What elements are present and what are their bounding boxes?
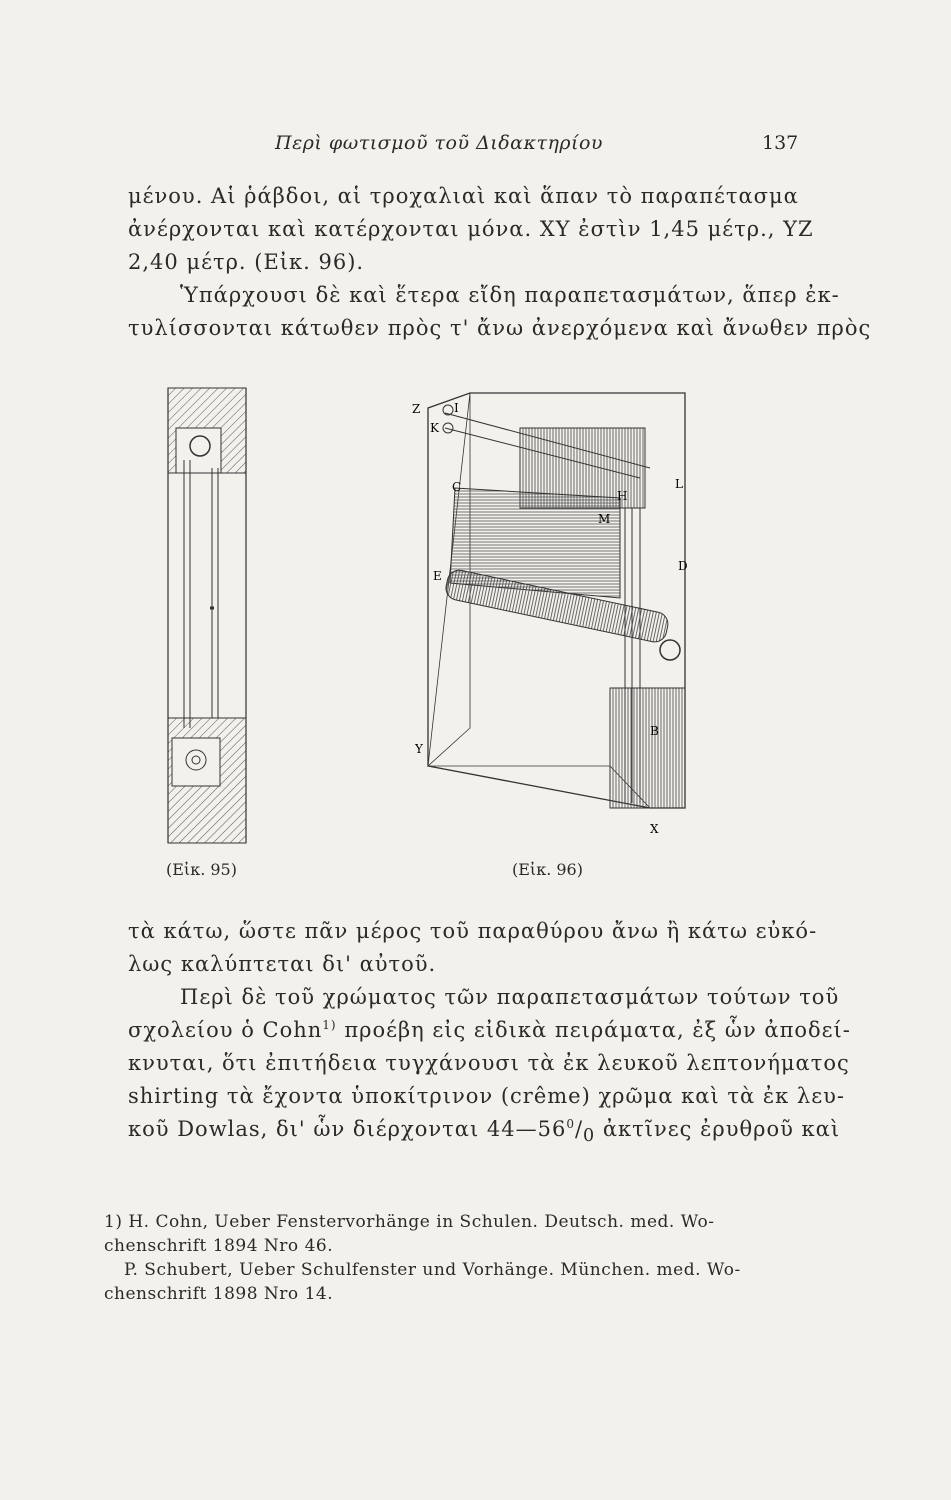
fig96-label-k: K <box>430 421 439 435</box>
text-line: Περὶ δὲ τοῦ χρώματος τῶν παραπετασμάτων τούτων τοῦ <box>180 985 840 1009</box>
footnote-line: chenschrift 1898 Nro 14. <box>104 1284 334 1304</box>
footnote-line: P. Schubert, Ueber Schulfenster und Vorhänge. München. med. Wo- <box>124 1260 741 1280</box>
text-line: λως καλύπτεται δι' αὐτοῦ. <box>128 952 437 976</box>
fig96-label-d: D <box>678 559 688 573</box>
text-fragment: σχολείου ὁ Cohn <box>128 1018 323 1042</box>
text-line: τὰ κάτω, ὥστε πᾶν μέρος τοῦ παραθύρου ἄνω ἢ κάτω εὐκό- <box>128 919 818 943</box>
text-line: Ὑπάρχουσι δὲ καὶ ἕτερα εἴδη παραπετασμάτων, ἅπερ ἐκ- <box>180 283 840 307</box>
text-line: shirting τὰ ἔχοντα ὑποκίτρινον (crême) χρῶμα καὶ τὰ ἐκ λευ- <box>128 1084 845 1108</box>
text-line: μένου. Αἱ ῥάβδοι, αἱ τροχαλιαὶ καὶ ἅπαν τὸ παραπέτασμα <box>128 184 799 208</box>
footnote-line: 1) H. Cohn, Ueber Fenstervorhänge in Schulen. Deutsch. med. Wo- <box>104 1212 715 1232</box>
fig96-label-y: Y <box>415 742 423 756</box>
footnote-marker: 1) <box>322 1018 337 1032</box>
figure-95-caption: (Εἰκ. 95) <box>166 860 237 879</box>
text-line: τυλίσσονται κάτωθεν πρὸς τ' ἄνω ἀνερχόμενα καὶ ἄνωθεν πρὸς <box>128 316 872 340</box>
text-line: κοῦ Dowlas, δι' ὧν διέρχονται $44—56^0/_0$ ἀκτῖνες ἐρυθροῦ καὶ <box>128 1117 841 1147</box>
percent-zero: 0 <box>566 1117 575 1131</box>
fig96-bottom-box <box>610 688 685 808</box>
text-line: 2,40 μέτρ. (Εἰκ. 96). <box>128 250 365 274</box>
text-line <box>128 1014 851 1047</box>
figures <box>150 388 710 848</box>
fig96-label-z: Z <box>412 402 421 416</box>
fig96-label-i: I <box>454 401 459 415</box>
text-fragment: προέβη εἰς εἰδικὰ πειράματα, ἐξ ὧν ἀποδεί- <box>344 1018 851 1042</box>
running-header <box>0 132 951 160</box>
fig95-roller <box>190 436 210 456</box>
footnote-line: chenschrift 1894 Nro 46. <box>104 1236 334 1256</box>
figure-96-drawing <box>412 393 688 836</box>
paragraph-2 <box>128 915 851 1153</box>
figure-illustrations <box>150 388 710 848</box>
text-fragment: ἀκτῖνες ἐρυθροῦ καὶ <box>595 1117 841 1141</box>
fig96-label-x: X <box>650 822 659 836</box>
text-line: κνυται, ὅτι ἐπιτήδεια τυγχάνουσι τὰ ἐκ λευκοῦ λεπτονήματος <box>128 1051 850 1075</box>
fig96-label-l: L <box>675 477 683 491</box>
figure-96-caption: (Εἰκ. 96) <box>512 860 583 879</box>
page-number: 137 <box>762 132 799 154</box>
fig96-label-h: H <box>617 489 628 503</box>
header-title: Περὶ φωτισμοῦ τοῦ Διδακτηρίου <box>275 132 603 154</box>
fig95-lower-box <box>172 738 220 786</box>
text-line: ἀνέρχονται καὶ κατέρχονται μόνα. XY ἐστὶν 1,45 μέτρ., YZ <box>128 217 814 241</box>
paragraph-1 <box>128 180 872 345</box>
fig96-label-m: M <box>598 512 611 526</box>
fig96-label-c: C <box>452 480 462 494</box>
fig96-label-b: B <box>650 724 659 738</box>
figure-95-drawing <box>168 388 246 843</box>
fig96-label-e: E <box>433 569 442 583</box>
text-fragment: κοῦ Dowlas, δι' ὧν διέρχονται 44—56 <box>128 1117 567 1141</box>
footnotes <box>104 1210 794 1306</box>
fig96-roller-end <box>660 640 680 660</box>
